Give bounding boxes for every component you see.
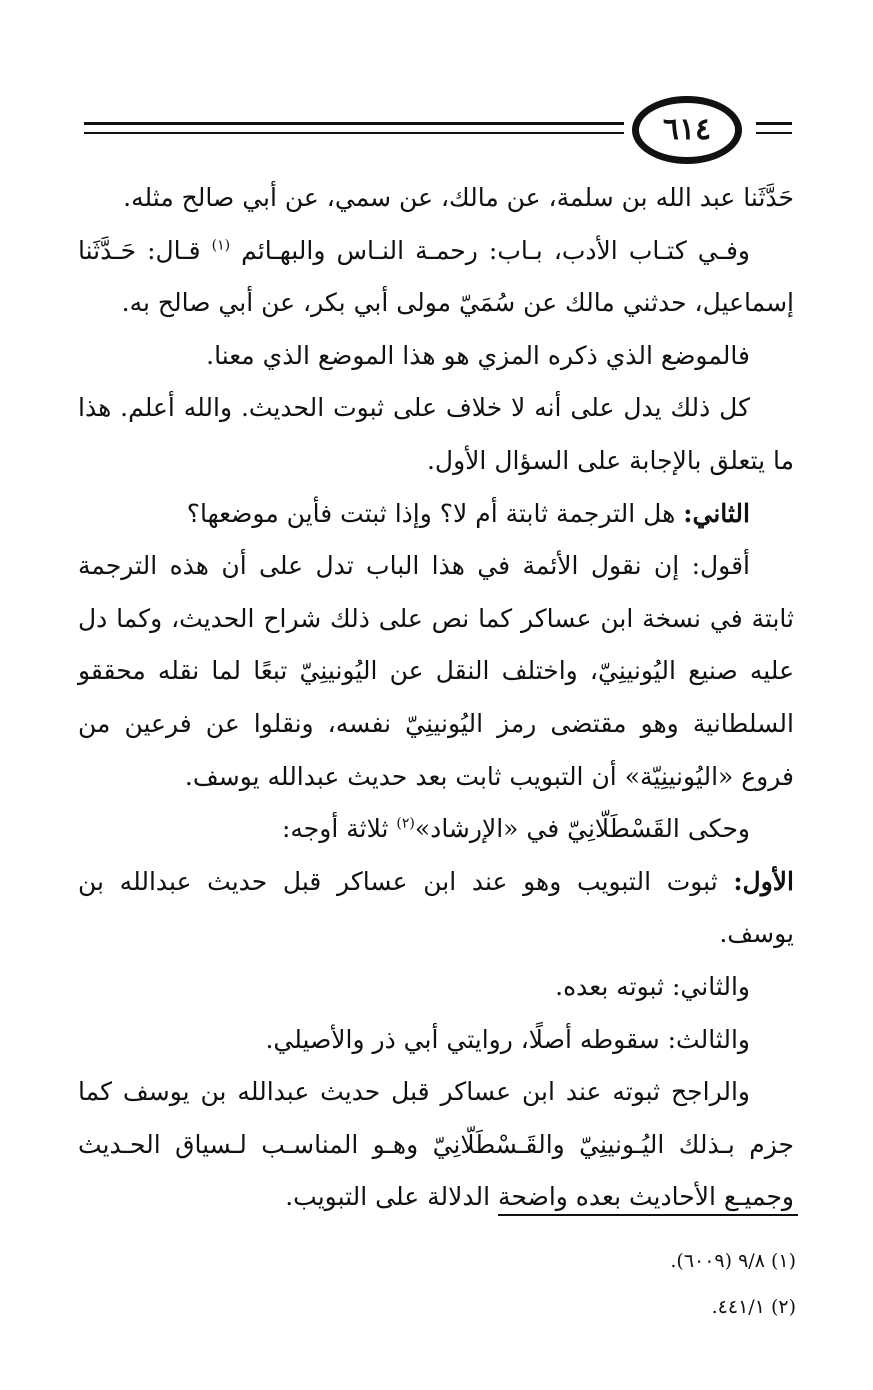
footnote: (١) ٩/٨ (٦٠٠٩). [670, 1250, 796, 1272]
paragraph-text: وفـي كتـاب الأدب، بـاب: رحمـة النـاس والبهـائم [230, 235, 750, 265]
paragraph-heading: الثاني: [683, 498, 750, 528]
paragraph [78, 961, 794, 1014]
footnote: (٢) ٤٤١/١. [711, 1296, 796, 1318]
paragraph-text: والثاني: ثبوته بعده. [555, 971, 750, 1001]
footnote-reference: (٢) [396, 815, 415, 832]
paragraph [78, 1014, 794, 1067]
paragraph-text: أقول: إن نقول الأئمة في هذا الباب تدل على أن هذه الترجمة ثابتة في نسخة ابن عساكر كما نص على ذلك شراح الحديث، وكما دل عليه صنيع اليُونينِيّ، واختلف النقل عن اليُونينِيّ تبعًا لما نقله محققو السلطانية وهو مقتضى رمز اليُونينِيّ نفسه، ونقلوا عن فرعين من فروع «اليُونينِيّة» أن التبويب ثابت بعد حديث عبدالله يوسف. [78, 551, 794, 791]
paragraph-text: فالموضع الذي ذكره المزي هو هذا الموضع الذي معنا. [206, 340, 750, 370]
header-rule-stub-bottom [756, 132, 792, 134]
header-rule-bottom [84, 132, 624, 134]
paragraph [78, 540, 794, 803]
paragraph-text: ثبوت التبويب وهو عند ابن عساكر قبل حديث عبدالله بن يوسف. [78, 866, 794, 949]
paragraph [78, 1066, 794, 1224]
footnote-separator [498, 1214, 798, 1216]
page-number-badge [632, 96, 742, 164]
footnotes [400, 1238, 796, 1330]
paragraph-text: والراجح ثبوته عند ابن عساكر قبل حديث عبدالله بن يوسف كما جزم بـذلك اليُـونينِيّ والقَـسْطَلّانِيّ وهـو المناسـب لـسياق الحـديث وجميـع الأحاديث بعده واضحة الدلالة على التبويب. [78, 1077, 794, 1212]
paragraph [78, 382, 794, 487]
paragraph [78, 803, 794, 856]
header-rule-top [84, 122, 624, 125]
header-rule-stub-top [756, 122, 792, 125]
paragraph-text: هل الترجمة ثابتة أم لا؟ وإذا ثبتت فأين موضعها؟ [186, 498, 684, 528]
paragraph-text: حَدَّثَنا عبد الله بن سلمة، عن مالك، عن سمي، عن أبي صالح مثله. [123, 183, 794, 212]
page-number: ٦١٤ [662, 112, 712, 147]
paragraph-text: كل ذلك يدل على أنه لا خلاف على ثبوت الحديث. والله أعلم. هذا ما يتعلق بالإجابة على السؤال الأول. [78, 393, 794, 475]
paragraph [78, 225, 794, 330]
paragraph [78, 172, 794, 225]
page-header [84, 96, 796, 176]
paragraph [78, 856, 794, 961]
paragraph-text: ثلاثة أوجه: [281, 814, 397, 844]
paragraph-text: وحكى القَسْطَلّانِيّ في «الإرشاد» [414, 814, 750, 844]
footnote-reference: (١) [211, 237, 231, 254]
paragraph-text: والثالث: سقوطه أصلًا، روايتي أبي ذر والأصيلي. [265, 1024, 750, 1054]
paragraph [78, 330, 794, 383]
paragraph-text: قـال: حَـدَّثَنا إسماعيل، حدثني مالك عن سُمَيّ مولى أبي بكر، عن أبي صالح به. [78, 235, 794, 318]
main-text [78, 172, 794, 1224]
paragraph [78, 488, 794, 541]
paragraph-heading: الأول: [733, 866, 794, 896]
